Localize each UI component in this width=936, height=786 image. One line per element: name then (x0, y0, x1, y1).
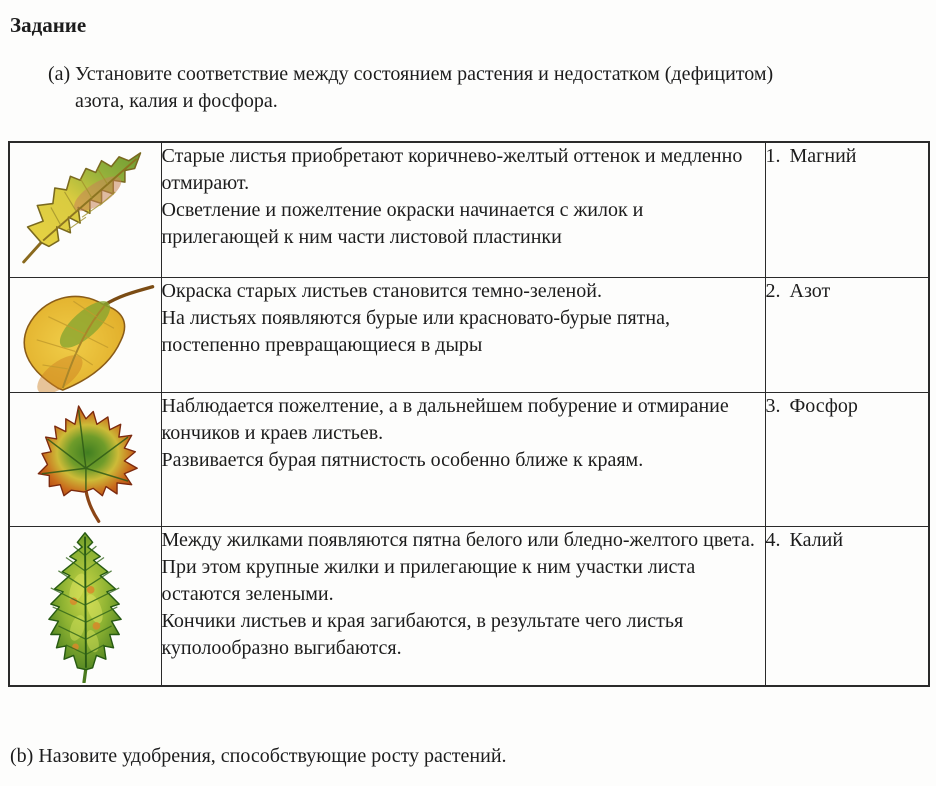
description-cell-1 (161, 142, 765, 278)
table-row-3 (9, 393, 929, 527)
leaf-image-2 (11, 280, 159, 392)
option-label: Магний (789, 145, 857, 168)
option-cell-2 (765, 278, 929, 393)
description-para-1: Между жилками появляются пятна белого или бледно-желтого цвета. При этом крупные жилки и прилегающие к ним участки листа остаются зелеными. (161, 529, 755, 606)
description-para-2: Кончики листьев и края загибаются, в результате чего листья куполообразно выгибаются. (161, 610, 684, 660)
option-number: 4. (765, 529, 781, 552)
task-a-text (75, 61, 910, 115)
description-para-2: Развивается бурая пятнистость особенно ближе к краям. (161, 449, 644, 472)
table-row-4 (9, 527, 929, 687)
page-title: Задание (10, 13, 87, 37)
leaf-image-3 (22, 395, 148, 525)
option-cell-4 (765, 527, 929, 687)
option-cell-3 (765, 393, 929, 527)
leaf-cell-2 (9, 278, 161, 393)
description-cell-2 (161, 278, 765, 393)
task-a-label: (a) (48, 63, 71, 86)
option-number: 3. (765, 395, 781, 418)
leaf-image-1 (12, 145, 158, 267)
matching-table (8, 141, 930, 687)
task-a-line1: Установите соответствие между состоянием растения и недостатком (дефицитом) (75, 63, 774, 86)
description-cell-4 (161, 527, 765, 687)
table-row-2 (9, 278, 929, 393)
option-number: 1. (765, 145, 781, 168)
description-para-1: Наблюдается пожелтение, а в дальнейшем побурение и отмирание кончиков и краев листьев. (161, 395, 729, 445)
option-cell-1 (765, 142, 929, 278)
task-b: (b) Назовите удобрения, способствующие росту растений. (10, 745, 507, 768)
leaf-cell-3 (9, 393, 161, 527)
option-number: 2. (765, 280, 781, 303)
description-para-1: Старые листья приобретают коричнево-желтый оттенок и медленно отмирают. (161, 145, 743, 195)
option-label: Калий (789, 529, 844, 552)
description-para-1: Окраска старых листьев становится темно-зеленой. (161, 280, 602, 303)
leaf-cell-1 (9, 142, 161, 278)
option-label: Фосфор (789, 395, 858, 418)
description-cell-3 (161, 393, 765, 527)
description-para-2: Осветление и пожелтение окраски начинается с жилок и прилегающей к ним части листовой пластинки (161, 199, 644, 249)
description-para-2: На листьях появляются бурые или красновато-бурые пятна, постепенно превращающиеся в дыры (161, 307, 670, 357)
leaf-cell-4 (9, 527, 161, 687)
task-a (48, 61, 936, 115)
table-row-1 (9, 142, 929, 278)
leaf-image-4 (37, 529, 133, 683)
option-label: Азот (789, 280, 831, 303)
task-a-line2: азота, калия и фосфора. (75, 90, 278, 113)
